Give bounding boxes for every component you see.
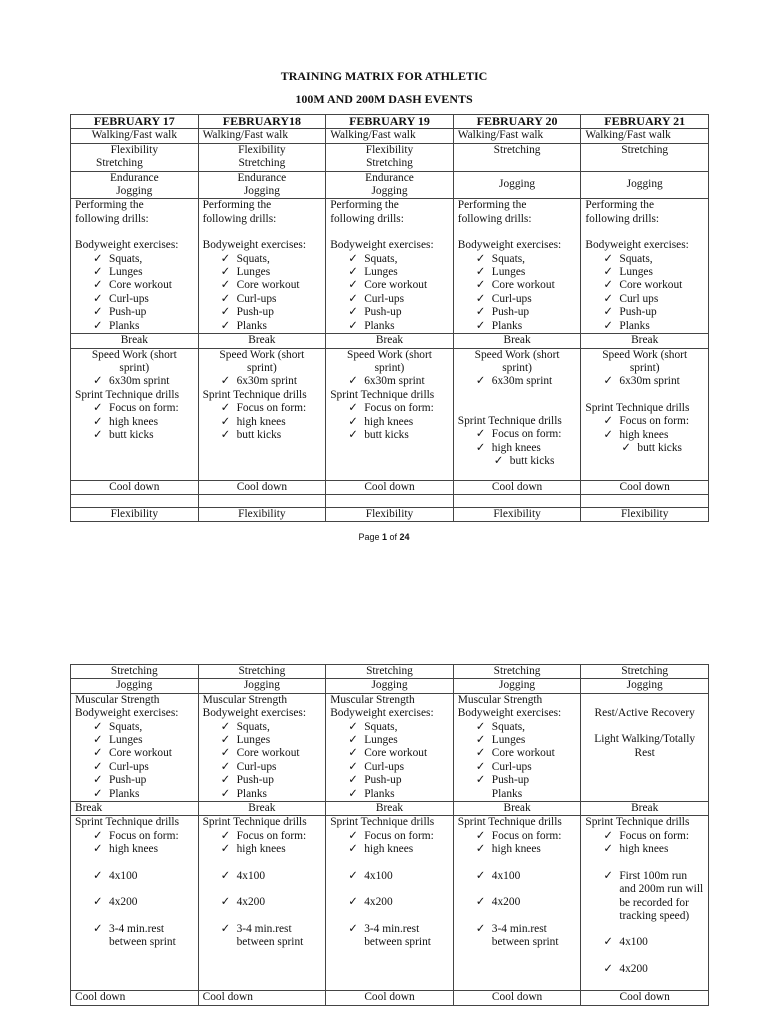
- cell-jogging: Jogging: [326, 679, 454, 693]
- table-row: [71, 143, 709, 171]
- cell-empty: [198, 494, 326, 507]
- cell-walk: Walking/Fast walk: [326, 129, 454, 143]
- cell-empty: [71, 494, 199, 507]
- cell-cooldown: Cool down: [71, 480, 199, 494]
- cell-cooldown: Cool down: [198, 991, 326, 1005]
- header-row: [71, 115, 709, 129]
- cell-break: Break: [581, 802, 709, 816]
- document-title: TRAINING MATRIX FOR ATHLETIC: [280, 69, 488, 83]
- cell-stretching: Stretching: [453, 665, 581, 679]
- cell-drills: Performing the following drills: Bodyweight exercises: ✓ Squats, ✓ Lunges ✓ Core workout ✓ Curl-ups ✓ Push-up ✓ Planks: [453, 199, 581, 334]
- cell-sprint: Sprint Technique drills ✓ Focus on form: ✓ high knees ✓ 4x100 ✓ 4x200 ✓ 3-4 min.rest between sprint: [198, 816, 326, 991]
- cell-flexibility: Flexibility: [198, 507, 326, 521]
- cell-break: Break: [581, 334, 709, 348]
- cell-stretching: Stretching: [581, 665, 709, 679]
- header-feb21: FEBRUARY 21: [581, 115, 709, 129]
- cell-sprint: Sprint Technique drills ✓ Focus on form: ✓ high knees ✓ 4x100 ✓ 4x200 ✓ 3-4 min.rest between sprint: [453, 816, 581, 991]
- table-row: [71, 693, 709, 801]
- table-row: [71, 334, 709, 348]
- cell-cooldown: Cool down: [581, 991, 709, 1005]
- cell-strength: Muscular Strength Bodyweight exercises: ✓ Squats, ✓ Lunges ✓ Core workout ✓ Curl-ups ✓ Push-up ✓ Planks: [326, 693, 454, 801]
- table-row: [71, 802, 709, 816]
- cell-cooldown: Cool down: [71, 991, 199, 1005]
- table-row: [71, 665, 709, 679]
- cell-endurance: Endurance Jogging: [326, 171, 454, 199]
- table-row-empty: [71, 494, 709, 507]
- cell-cooldown: Cool down: [326, 991, 454, 1005]
- cell-stretch: Stretching: [453, 143, 581, 171]
- cell-jogging: Jogging: [581, 171, 709, 199]
- cell-speed: Speed Work (short sprint) ✓ 6x30m sprint Sprint Technique drills ✓ Focus on form: ✓ high knees ✓ butt kicks: [326, 348, 454, 480]
- cell-drills: Performing the following drills: Bodyweight exercises: ✓ Squats, ✓ Lunges ✓ Core workout ✓ Curl ups ✓ Push-up ✓ Planks: [581, 199, 709, 334]
- cell-flex-stretch: Flexibility Stretching: [326, 143, 454, 171]
- cell-stretching: Stretching: [198, 665, 326, 679]
- cell-flexibility: Flexibility: [326, 507, 454, 521]
- table-row: [71, 679, 709, 693]
- cell-cooldown: Cool down: [198, 480, 326, 494]
- cell-flexibility: Flexibility: [581, 507, 709, 521]
- cell-strength: Muscular Strength Bodyweight exercises: ✓ Squats, ✓ Lunges ✓ Core workout ✓ Curl-ups ✓ Push-up ✓ Planks: [198, 693, 326, 801]
- cell-cooldown: Cool down: [326, 480, 454, 494]
- cell-drills: Performing the following drills: Bodyweight exercises: ✓ Squats, ✓ Lunges ✓ Core workout ✓ Curl-ups ✓ Push-up ✓ Planks: [71, 199, 199, 334]
- cell-flex-stretch: Flexibility Stretching: [71, 143, 199, 171]
- header-feb18: FEBRUARY18: [198, 115, 326, 129]
- cell-endurance: Endurance Jogging: [71, 171, 199, 199]
- cell-rest: Rest/Active Recovery Light Walking/Totally Rest: [581, 693, 709, 801]
- cell-break: Break: [71, 802, 199, 816]
- table-row: [71, 480, 709, 494]
- cell-jogging: Jogging: [581, 679, 709, 693]
- table-row: [71, 507, 709, 521]
- cell-jogging: Jogging: [453, 679, 581, 693]
- cell-jogging: Jogging: [453, 171, 581, 199]
- cell-stretching: Stretching: [71, 665, 199, 679]
- cell-cooldown: Cool down: [453, 480, 581, 494]
- training-table-1: [70, 114, 709, 522]
- cell-jogging: Jogging: [198, 679, 326, 693]
- table-row: [71, 348, 709, 480]
- cell-sprint: Sprint Technique drills ✓ Focus on form: ✓ high knees ✓ First 100m run and 200m run will be recorded for tracking speed) ✓ 4x100 ✓ 4x200: [581, 816, 709, 991]
- cell-empty: [326, 494, 454, 507]
- page-number: Page 1 of 24: [358, 532, 410, 542]
- cell-strength: Muscular Strength Bodyweight exercises: ✓ Squats, ✓ Lunges ✓ Core workout ✓ Curl-ups ✓ Push-up Planks: [453, 693, 581, 801]
- table-row: [71, 991, 709, 1005]
- cell-break: Break: [326, 802, 454, 816]
- cell-walk: Walking/Fast walk: [453, 129, 581, 143]
- cell-flex-stretch: Flexibility Stretching: [198, 143, 326, 171]
- cell-flexibility: Flexibility: [71, 507, 199, 521]
- cell-jogging: Jogging: [71, 679, 199, 693]
- cell-walk: Walking/Fast walk: [581, 129, 709, 143]
- cell-speed: Speed Work (short sprint) ✓ 6x30m sprint Sprint Technique drills ✓ Focus on form: ✓ high knees ✓ butt kicks: [198, 348, 326, 480]
- table-row: [71, 816, 709, 991]
- document-subtitle: 100M AND 200M DASH EVENTS: [295, 92, 473, 106]
- cell-walk: Walking/Fast walk: [198, 129, 326, 143]
- cell-speed: Speed Work (short sprint) ✓ 6x30m sprint Sprint Technique drills ✓ Focus on form: ✓ high knees ✓ butt kicks: [581, 348, 709, 480]
- cell-break: Break: [326, 334, 454, 348]
- header-feb20: FEBRUARY 20: [453, 115, 581, 129]
- cell-break: Break: [198, 802, 326, 816]
- cell-cooldown: Cool down: [453, 991, 581, 1005]
- cell-stretching: Stretching: [326, 665, 454, 679]
- cell-break: Break: [453, 334, 581, 348]
- cell-drills: Performing the following drills: Bodyweight exercises: ✓ Squats, ✓ Lunges ✓ Core workout ✓ Curl-ups ✓ Push-up ✓ Planks: [198, 199, 326, 334]
- cell-empty: [581, 494, 709, 507]
- cell-drills: Performing the following drills: Bodyweight exercises: ✓ Squats, ✓ Lunges ✓ Core workout ✓ Curl-ups ✓ Push-up ✓ Planks: [326, 199, 454, 334]
- cell-walk: Walking/Fast walk: [71, 129, 199, 143]
- first-run-item: ✓ First 100m run and 200m run will be recorded for tracking speed): [603, 869, 704, 922]
- cell-stretch: Stretching: [581, 143, 709, 171]
- cell-speed: Speed Work (short sprint) ✓ 6x30m sprint Sprint Technique drills ✓ Focus on form: ✓ high knees ✓ butt kicks: [71, 348, 199, 480]
- table-row: [71, 129, 709, 143]
- cell-sprint: Sprint Technique drills ✓ Focus on form: ✓ high knees ✓ 4x100 ✓ 4x200 ✓ 3-4 min.rest between sprint: [71, 816, 199, 991]
- table-row: [71, 199, 709, 334]
- cell-strength: Muscular Strength Bodyweight exercises: ✓ Squats, ✓ Lunges ✓ Core workout ✓ Curl-ups ✓ Push-up ✓ Planks: [71, 693, 199, 801]
- cell-break: Break: [71, 334, 199, 348]
- cell-cooldown: Cool down: [581, 480, 709, 494]
- cell-endurance: Endurance Jogging: [198, 171, 326, 199]
- cell-sprint: Sprint Technique drills ✓ Focus on form: ✓ high knees ✓ 4x100 ✓ 4x200 ✓ 3-4 min.rest between sprint: [326, 816, 454, 991]
- cell-break: Break: [198, 334, 326, 348]
- header-feb19: FEBRUARY 19: [326, 115, 454, 129]
- cell-empty: [453, 494, 581, 507]
- cell-break: Break: [453, 802, 581, 816]
- table-row: [71, 171, 709, 199]
- cell-flexibility: Flexibility: [453, 507, 581, 521]
- training-table-2: [70, 664, 709, 1006]
- cell-speed: Speed Work (short sprint) ✓ 6x30m sprint Sprint Technique drills ✓ Focus on form: ✓ high knees ✓ butt kicks: [453, 348, 581, 480]
- header-feb17: FEBRUARY 17: [71, 115, 199, 129]
